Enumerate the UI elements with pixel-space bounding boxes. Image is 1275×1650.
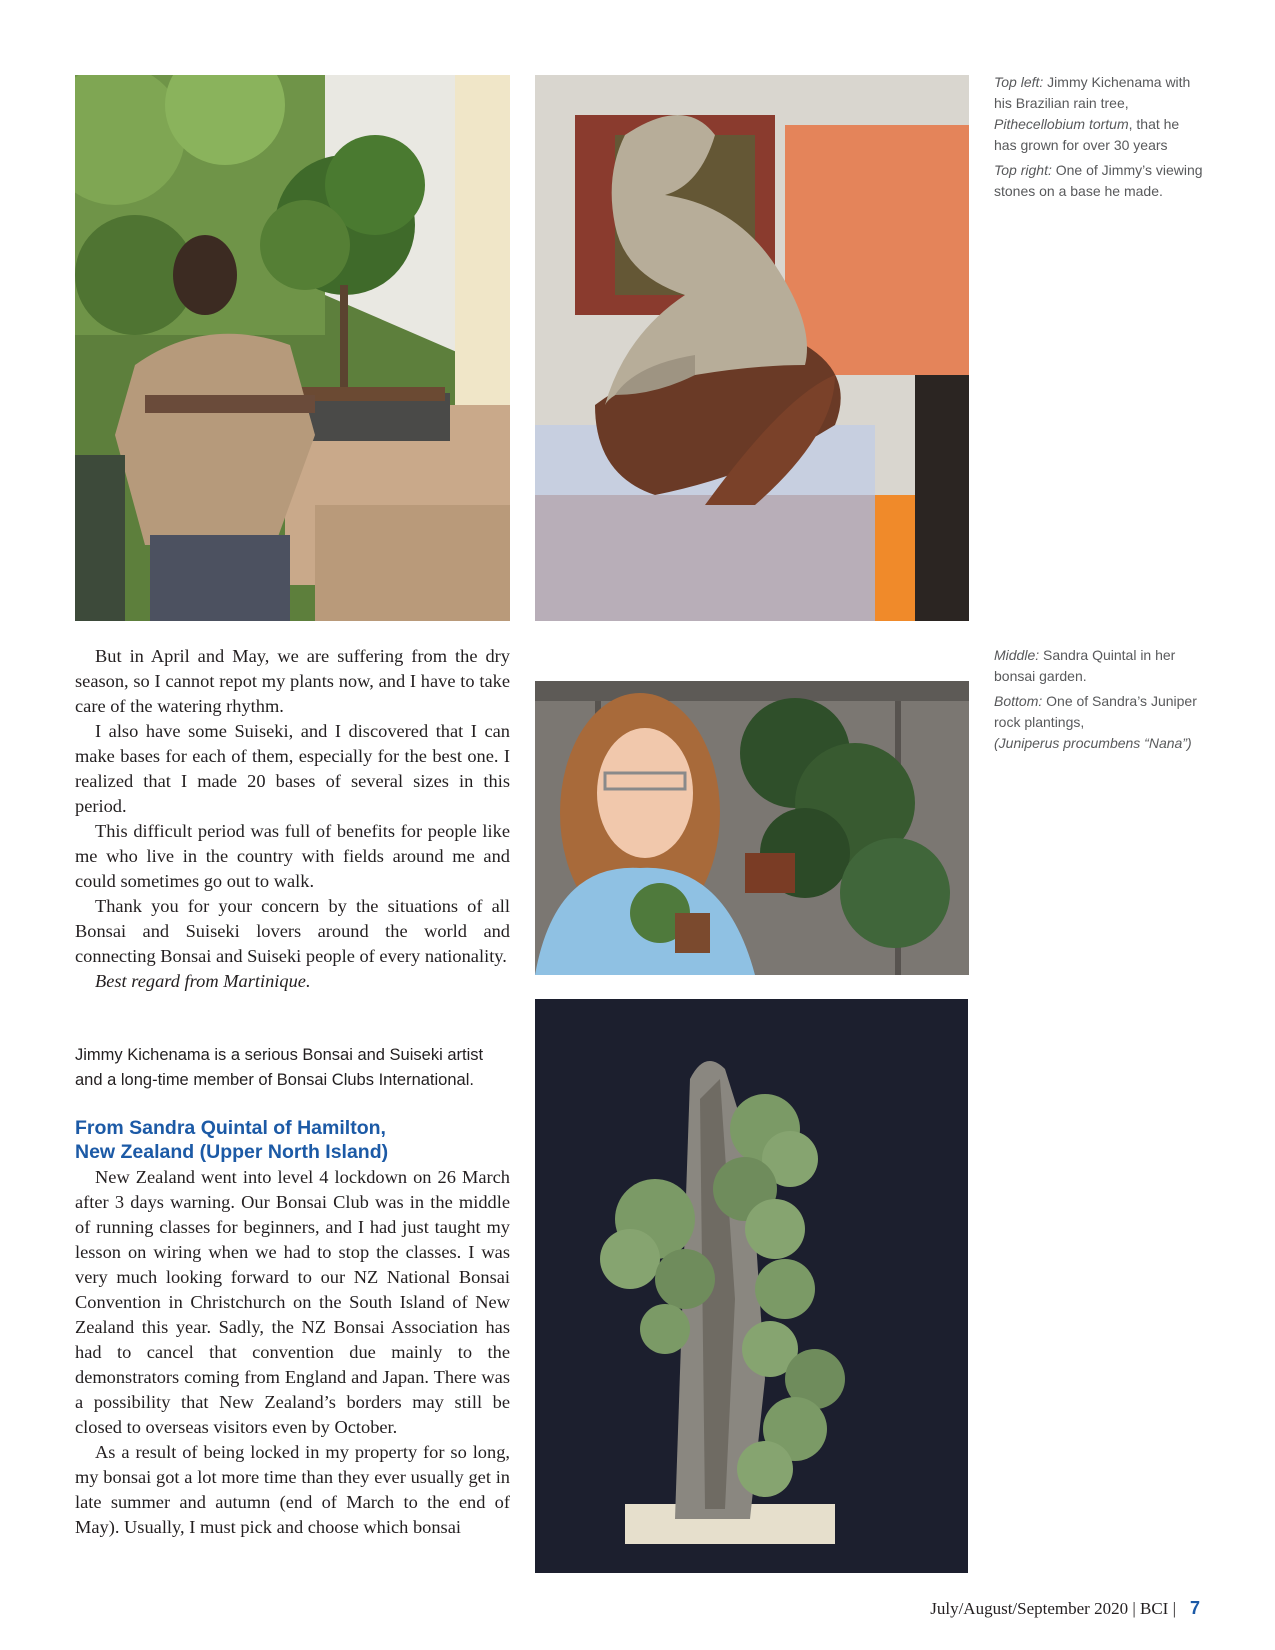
sign-off — [75, 969, 510, 994]
caption-text: , that he has grown for over 30 years — [994, 116, 1180, 153]
sign-off-text: Best regard from Martinique. — [95, 971, 311, 991]
photo-jimmy-rain-tree — [75, 75, 510, 621]
paragraph: I also have some Suiseki, and I discovered that I can make bases for each of them, especially for the best one. I realized that I made 20 bases of several sizes in this period. — [75, 721, 510, 816]
photo-viewing-stone — [535, 75, 969, 621]
paragraph: As a result of being locked in my property for so long, my bonsai got a lot more time than they ever usually get in late summer and autumn (end of March to the end of May). Usually, I must pick and choose which bonsai — [75, 1442, 510, 1537]
caption-label: Top right: — [994, 162, 1052, 178]
paragraph: This difficult period was full of benefits for people like me who live in the country with fields around me and could sometimes go out to walk. — [75, 821, 510, 891]
author-note: Jimmy Kichenama is a serious Bonsai and Suiseki artist and a long-time member of Bonsai Clubs International. — [75, 1046, 484, 1089]
article-column-sandra — [75, 1165, 510, 1540]
paragraph: But in April and May, we are suffering from the dry season, so I cannot repot my plants now, and I have to take care of the watering rhythm. — [75, 646, 510, 716]
caption-bottom — [994, 691, 1204, 754]
caption-species: (Juniperus procumbens “Nana”) — [994, 735, 1192, 751]
caption-middle — [994, 645, 1204, 687]
caption-top-photos — [994, 72, 1204, 206]
caption-label: Bottom: — [994, 693, 1043, 709]
caption-label: Middle: — [994, 647, 1040, 663]
caption-species: Pithecellobium tortum — [994, 116, 1129, 132]
section-heading — [75, 1116, 515, 1164]
paragraph: Thank you for your concern by the situations of all Bonsai and Suiseki lovers around the world and connecting Bonsai and Suiseki people of every nationality. — [75, 896, 510, 966]
photo-sandra-quintal — [535, 663, 969, 975]
caption-top-left — [994, 72, 1204, 156]
page-footer — [930, 1598, 1200, 1619]
issue-label: July/August/September 2020 | BCI | — [930, 1599, 1176, 1618]
section-heading-line: New Zealand (Upper North Island) — [75, 1141, 389, 1163]
caption-label: Top left: — [994, 74, 1044, 90]
paragraph: New Zealand went into level 4 lockdown on 26 March after 3 days warning. Our Bonsai Club was in the middle of running classes for beginners, and I had just taught my lesson on wiring when we had to stop the classes. I was very much looking forward to our NZ National Bonsai Convention in Christchurch on the South Island of New Zealand this year. Sadly, the NZ Bonsai Association has had to cancel that convention due mainly to the demonstrators coming from England and Japan. There was a possibility that New Zealand’s borders may still be closed to overseas visitors even by October. — [75, 1167, 510, 1437]
section-heading-line: From Sandra Quintal of Hamilton, — [75, 1117, 386, 1139]
page-number: 7 — [1189, 1598, 1200, 1618]
caption-top-right — [994, 160, 1204, 202]
caption-middle-bottom-photos — [994, 645, 1204, 758]
caption-text: One of Jimmy’s viewing stones on a base he made. — [994, 162, 1203, 199]
caption-text: Jimmy Kichenama with his Brazilian rain tree, — [994, 74, 1191, 111]
photo-juniper-rock-planting — [535, 999, 968, 1573]
caption-text: One of Sandra’s Juniper rock plantings, — [994, 693, 1197, 730]
article-column-jimmy — [75, 644, 510, 994]
caption-text: Sandra Quintal in her bonsai garden. — [994, 647, 1176, 684]
